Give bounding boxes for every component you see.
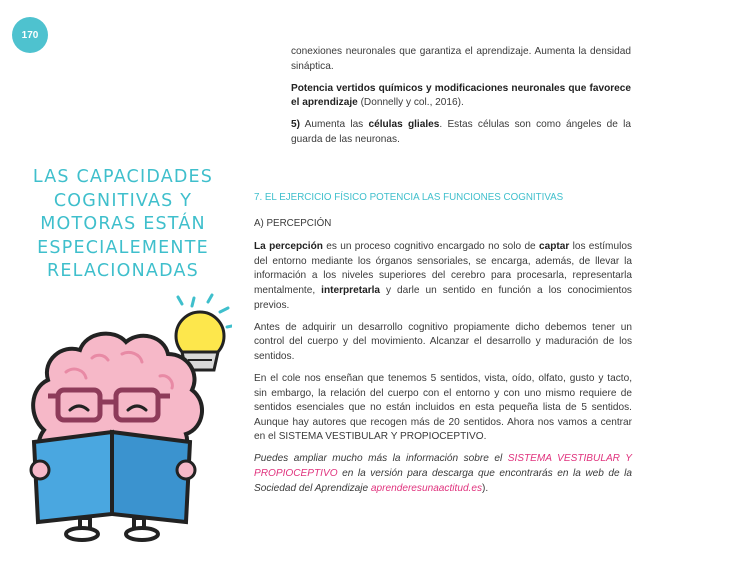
section-subheading: A) PERCEPCIÓN: [254, 217, 332, 229]
paragraph-percepcion: La percepción es un proceso cognitivo encargado no solo de captar los estímulos del entorno mediante los órganos sensoriales, se encarga, además, de llevar la información a los niveles superiores del cerebro para procesarla, representarla mentalmente, interpretarla y darle un sentido en función a los conocimientos previos.: [254, 241, 632, 311]
page-number-badge: 170: [12, 17, 48, 53]
top-column: [291, 45, 631, 147]
top-paragraph-3: 5) Aumenta las células gliales. Estas células son como ángeles de la guarda de las neuronas.: [291, 119, 631, 145]
main-column: [254, 191, 632, 496]
book-icon: [31, 432, 195, 522]
paragraph-desarrollo: Antes de adquirir un desarrollo cognitivo propiamente dicho debemos tener un control del cuerpo y del movimiento. Alcanzar el desarrollo y maduración de los sentidos.: [254, 321, 632, 362]
section-heading: 7. EL EJERCICIO FÍSICO POTENCIA LAS FUNCIONES COGNITIVAS: [254, 192, 564, 203]
link-sistema-vestibular[interactable]: SISTEMA VESTIBULAR Y PROPIOCEPTIVO: [254, 453, 632, 479]
legs-icon: [66, 518, 158, 540]
paragraph-ampliar: Puedes ampliar mucho más la información sobre el SISTEMA VESTIBULAR Y PROPIOCEPTIVO en la versión para descarga que encontrarás en la web de la Sociedad del Aprendizaje aprenderesunaactitud.es).: [254, 453, 632, 494]
side-title: LAS CAPACIDADES COGNITIVAS Y MOTORAS ESTÁN ESPECIALEMENTE RELACIONADAS: [32, 167, 214, 281]
paragraph-sentidos: En el cole nos enseñan que tenemos 5 sentidos, vista, oído, olfato, gusto y tacto, sin embargo, la relación del cuerpo con el entorno y con uno mismo requiere de sentidos esenciales que no están incluidos en esta pequeña lista de 5 sentidos. Aunque hay autores que recogen más de 20 sentidos. Ahora nos vamos a centrar en el SISTEMA VESTIBULAR Y PROPIOCEPTIVO.: [254, 372, 632, 443]
top-paragraph-2: Potencia vertidos químicos y modificaciones neuronales que favorece el aprendizaje (Donnelly y col., 2016).: [291, 82, 631, 108]
top-paragraph-1: conexiones neuronales que garantiza el aprendizaje. Aumenta la densidad sináptica.: [291, 46, 631, 72]
brain-reading-book-with-lightbulb-icon: [22, 292, 232, 542]
link-aprenderesunaactitud[interactable]: aprenderesunaactitud.es: [370, 482, 483, 494]
